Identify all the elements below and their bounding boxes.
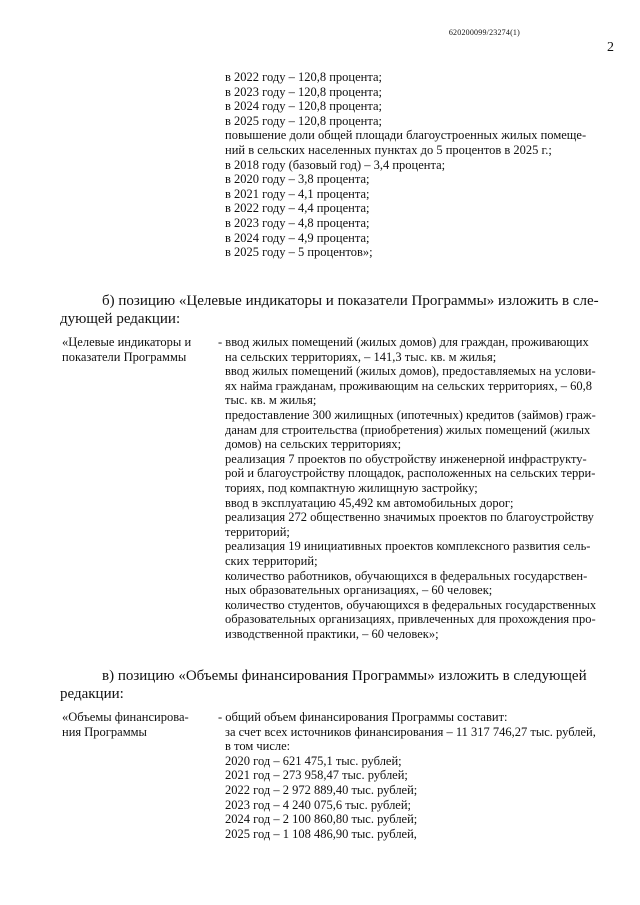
text-line: реализация 7 проектов по обустройству инженерной инфраструкту- (225, 451, 587, 466)
text-line: в 2020 году – 3,8 процента; (225, 172, 370, 187)
text-line: ввод жилых помещений (жилых домов), предоставляемых на услови- (225, 364, 596, 379)
document-id: 620200099/23274(1) (448, 28, 520, 37)
text-line: количество студентов, обучающихся в федеральных государственных (225, 597, 597, 612)
text-line: 2023 год – 4 240 075,6 тыс. рублей; (225, 797, 412, 812)
row-label-line: ния Программы (62, 724, 147, 739)
text-line: повышение доли общей площади благоустроенных жилых помеще- (225, 128, 587, 143)
text-line: изводственной практики, – 60 человек»; (225, 627, 439, 641)
paragraph-line: дующей редакции: (60, 311, 181, 327)
text-line: в 2023 году – 4,8 процента; (225, 216, 370, 230)
text-line: количество работников, обучающихся в федеральных государствен- (225, 568, 588, 583)
text-line: в 2022 году – 4,4 процента; (225, 201, 370, 216)
page-number: 2 (607, 40, 614, 55)
paragraph-line: редакции: (60, 686, 124, 702)
row-label-line: «Объемы финансирова- (62, 710, 189, 724)
text-line: тыс. кв. м жилья; (225, 393, 317, 408)
text-line: - общий объем финансирования Программы составит: (218, 710, 508, 724)
text-line: ввод в эксплуатацию 45,492 км автомобильных дорог; (225, 495, 514, 510)
text-line: в 2021 году – 4,1 процента; (225, 186, 370, 201)
text-line: 2024 год – 2 100 860,80 тыс. рублей; (225, 812, 418, 827)
text-line: домов) на сельских территориях; (225, 437, 402, 452)
text-line: в 2024 году – 120,8 процента; (225, 99, 382, 114)
text-line: в 2022 году – 120,8 процента; (225, 70, 382, 84)
text-line: в 2023 году – 120,8 процента; (225, 84, 382, 99)
text-line: ских территорий; (225, 554, 318, 568)
text-line: 2020 год – 621 475,1 тыс. рублей; (225, 753, 402, 768)
text-line: данам для строительства (приобретения) жилых помещений (жилых (225, 422, 591, 437)
row-label-line: показатели Программы (62, 349, 187, 364)
text-line: ных образовательных организациях, – 60 человек; (225, 583, 493, 598)
text-line: реализация 272 общественно значимых проектов по благоустройству (225, 510, 594, 525)
row-label-line: «Целевые индикаторы и (62, 335, 192, 349)
text-line: ториях, под компактную жилищную застройку; (225, 481, 478, 495)
text-line: в 2024 году – 4,9 процента; (225, 230, 370, 245)
text-line: - ввод жилых помещений (жилых домов) для граждан, проживающих (218, 335, 589, 349)
text-line: ях найма гражданам, проживающим на сельских территориях, – 60,8 (225, 378, 593, 393)
text-line: реализация 19 инициативных проектов комплексного развития сель- (225, 539, 591, 554)
paragraph-line: б) позицию «Целевые индикаторы и показатели Программы» изложить в сле- (102, 293, 599, 309)
text-line: в том числе: (225, 739, 291, 754)
text-line: рой и благоустройству площадок, расположенных на сельских терри- (225, 466, 596, 481)
text-line: за счет всех источников финансирования – 11 317 746,27 тыс. рублей, (225, 724, 596, 739)
paragraph-line: в) позицию «Объемы финансирования Программы» изложить в следующей (102, 668, 587, 684)
text-line: предоставление 300 жилищных (ипотечных) кредитов (займов) граж- (225, 408, 596, 422)
text-line: территорий; (225, 524, 290, 539)
text-line: 2022 год – 2 972 889,40 тыс. рублей; (225, 783, 418, 797)
text-line: в 2025 году – 120,8 процента; (225, 113, 382, 128)
text-line: образовательных организациях, привлеченных для прохождения про- (225, 612, 596, 627)
text-line: в 2025 году – 5 процентов»; (225, 245, 373, 260)
text-line: 2025 год – 1 108 486,90 тыс. рублей, (225, 826, 417, 841)
text-line: на сельских территориях, – 141,3 тыс. кв. м жилья; (225, 349, 497, 364)
text-line: ний в сельских населенных пунктах до 5 процентов в 2025 г.; (225, 143, 552, 157)
text-line: в 2018 году (базовый год) – 3,4 процента; (225, 157, 446, 172)
text-line: 2021 год – 273 958,47 тыс. рублей; (225, 768, 408, 783)
